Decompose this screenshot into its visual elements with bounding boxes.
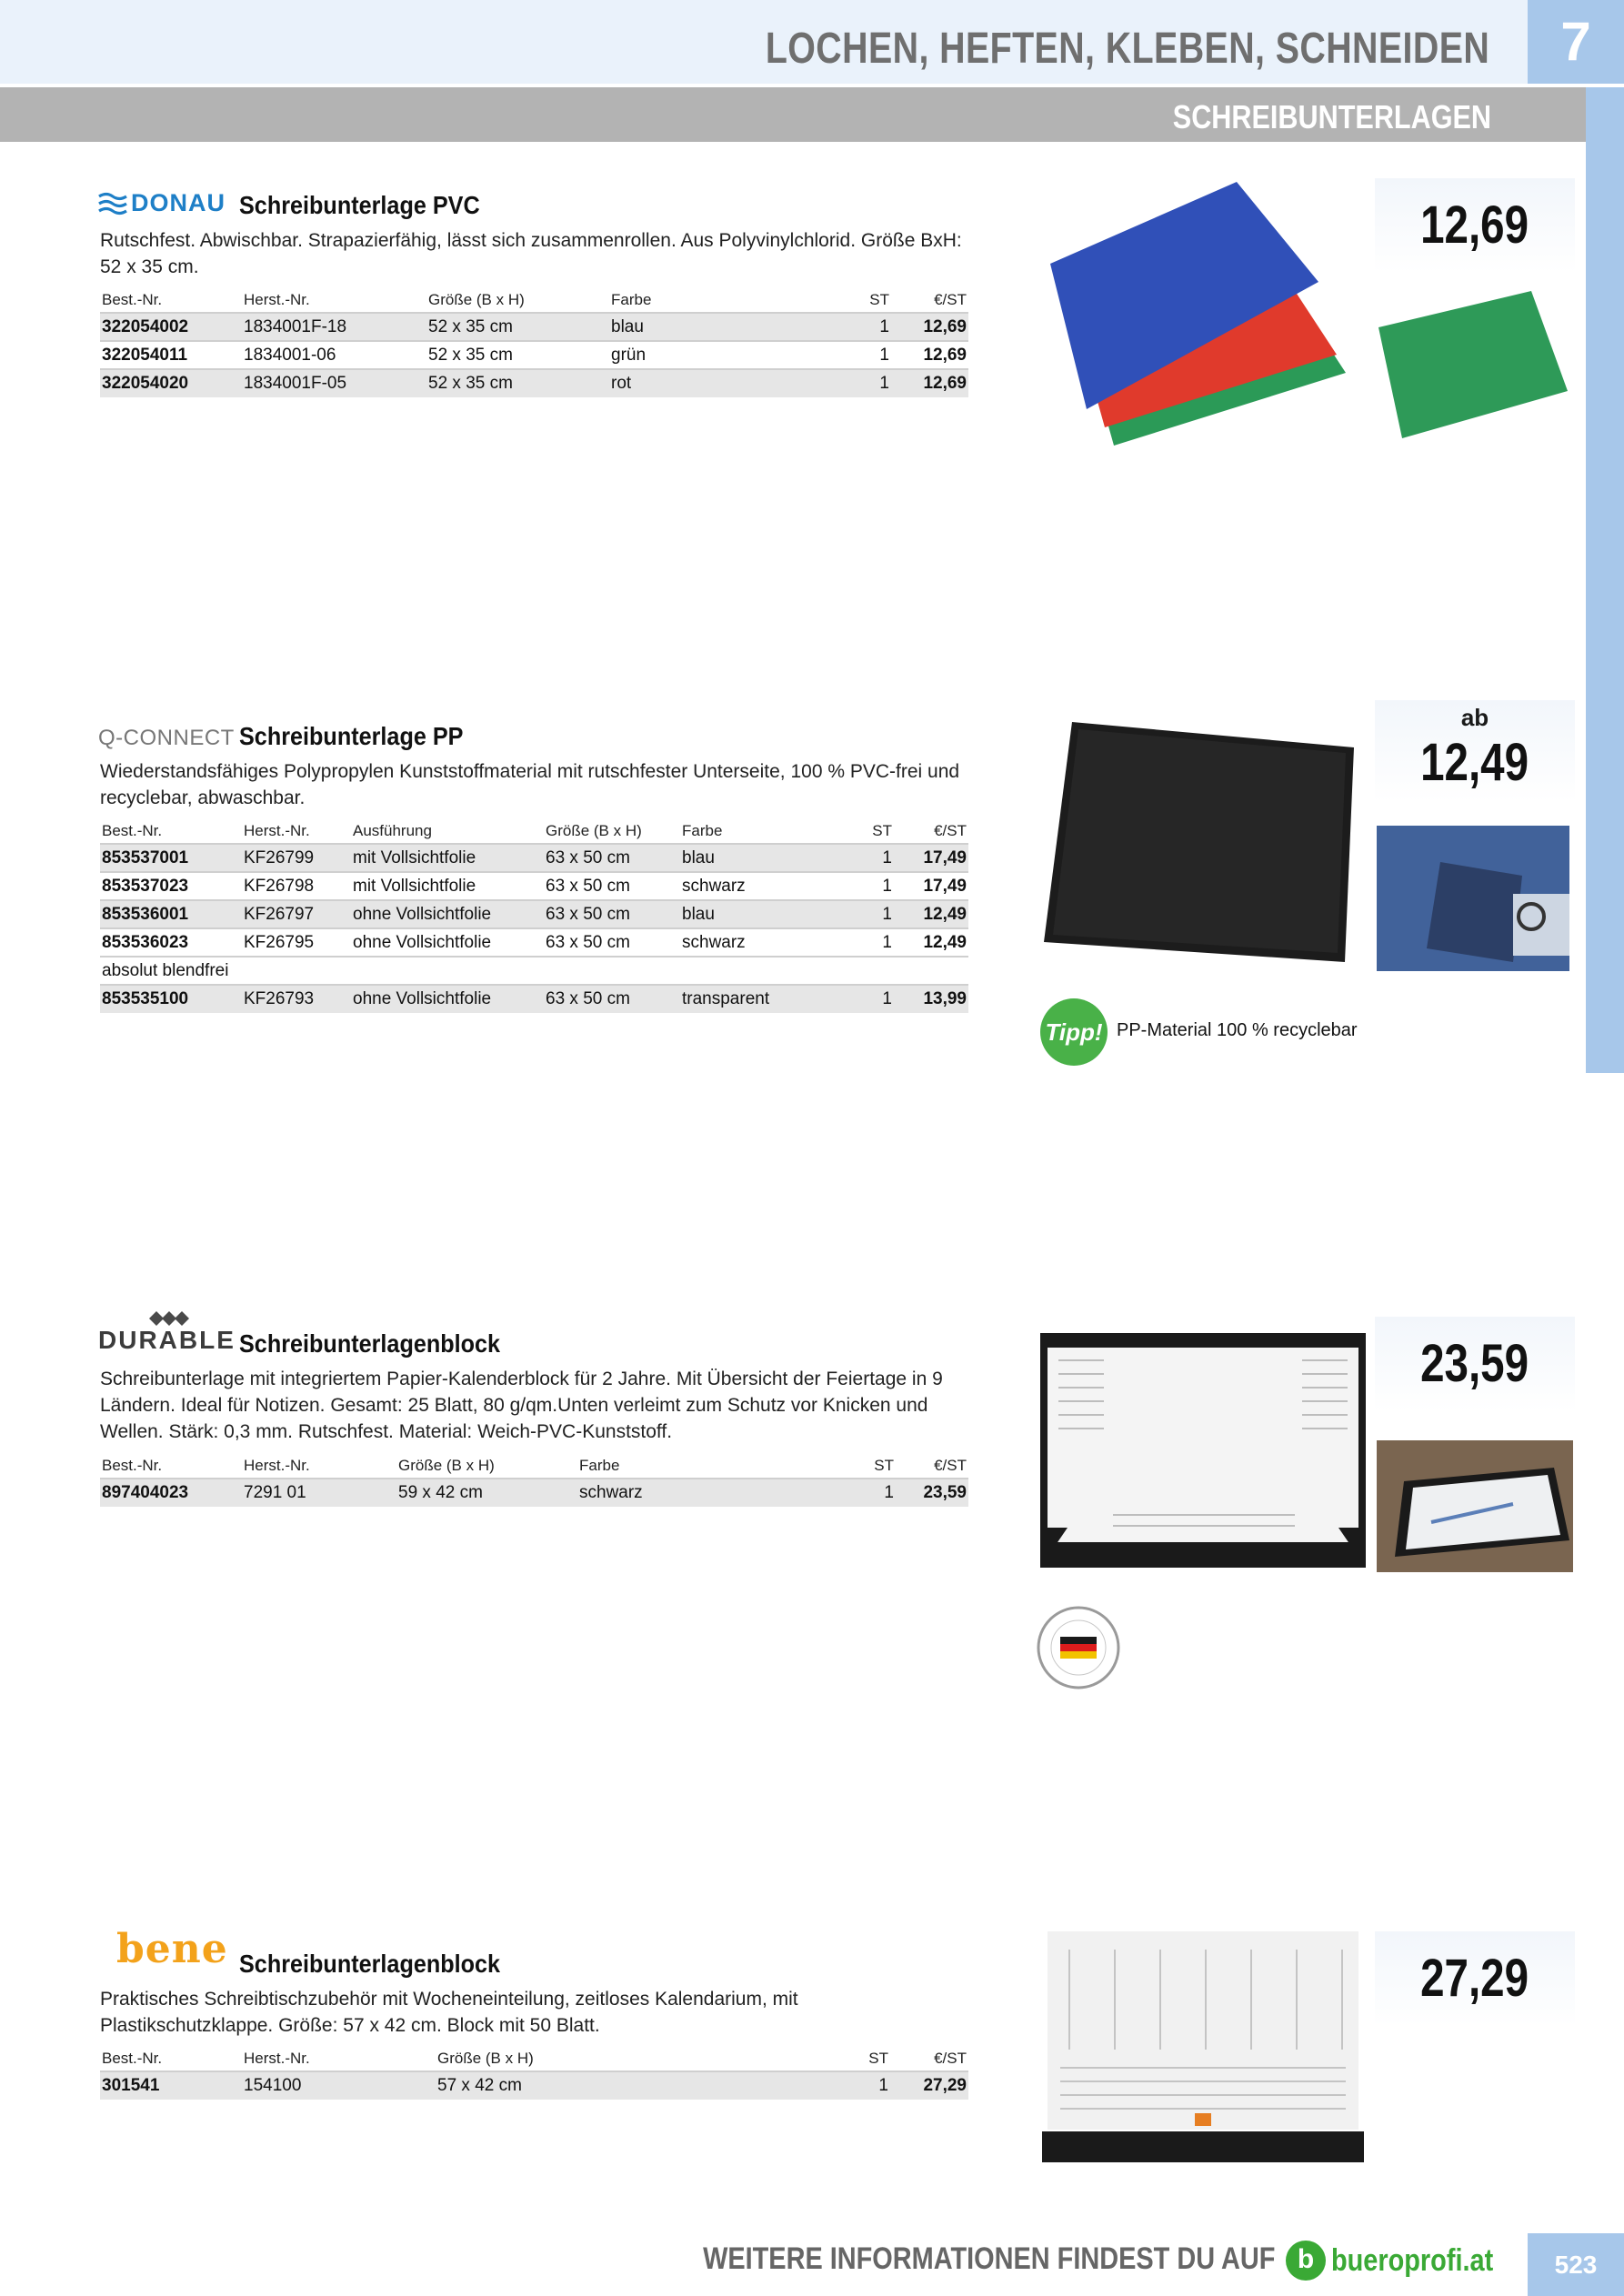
quantity: 1 [826, 928, 894, 957]
table-row[interactable] [100, 900, 968, 928]
manufacturer-number: KF26799 [242, 844, 351, 872]
price-box-pp [1375, 700, 1575, 802]
col-header: €/ST [934, 290, 967, 308]
footer-info-text: WEITERE INFORMATIONEN FINDEST DU AUF [702, 2241, 1275, 2276]
manufacturer-number: KF26793 [242, 985, 351, 1013]
col-header: Best.-Nr. [102, 821, 163, 839]
brand-logo-donau [98, 189, 226, 217]
order-number: 301541 [100, 2071, 242, 2100]
unit-price: 12,49 [894, 900, 968, 928]
quantity: 1 [814, 1479, 896, 1507]
col-header: ST [872, 821, 892, 839]
table-row[interactable] [100, 1479, 968, 1507]
order-number: 897404023 [100, 1479, 242, 1507]
product-image-pvc-stack [1046, 173, 1355, 455]
side-stripe [1586, 87, 1624, 1073]
col-header: Herst.-Nr. [244, 1456, 310, 1474]
footer-site-link[interactable]: bueroprofi.at [1331, 2242, 1494, 2278]
col-header: Größe (B x H) [398, 1456, 495, 1474]
quantity: 1 [791, 313, 891, 341]
chapter-title: LOCHEN, HEFTEN, KLEBEN, SCHNEIDEN [765, 25, 1489, 73]
col-header: Herst.-Nr. [244, 290, 310, 308]
unit-price: 12,49 [894, 928, 968, 957]
size: 57 x 42 cm [436, 2071, 781, 2100]
color: schwarz [577, 1479, 814, 1507]
order-number: 853535100 [100, 985, 242, 1013]
product-title-durable: Schreibunterlagenblock [239, 1329, 501, 1358]
manufacturer-number: KF26798 [242, 872, 351, 900]
order-number: 853536023 [100, 928, 242, 957]
table-row[interactable] [100, 985, 968, 1013]
unit-price: 12,69 [891, 313, 968, 341]
size: 63 x 50 cm [544, 844, 680, 872]
order-number: 322054020 [100, 369, 242, 397]
unit-price: 17,49 [894, 872, 968, 900]
price-pp: 12,49 [1420, 733, 1529, 792]
color: schwarz [680, 928, 826, 957]
variant: ohne Vollsichtfolie [351, 928, 544, 957]
product-description-pp: Wiederstandsfähiges Polypropylen Kunststoffmaterial mit rutschfester Unterseite, 100 % PVC-frei und recyclebar, abwaschbar. [100, 761, 960, 808]
price-box-pvc [1375, 178, 1575, 273]
table-row[interactable] [100, 369, 968, 397]
brand-logo-bene [116, 1926, 228, 1972]
bueroprofi-logo-icon: b [1286, 2241, 1326, 2281]
variant: mit Vollsichtfolie [351, 872, 544, 900]
brand-logo-qconnect [98, 726, 235, 751]
color: blau [680, 844, 826, 872]
manufacturer-number: KF26797 [242, 900, 351, 928]
size: 63 x 50 cm [544, 985, 680, 1013]
unit-price: 23,59 [896, 1479, 968, 1507]
order-number: 853537001 [100, 844, 242, 872]
quantity: 1 [791, 369, 891, 397]
price-box-durable [1375, 1317, 1575, 1411]
col-header: Größe (B x H) [428, 290, 525, 308]
manufacturer-number: 1834001F-18 [242, 313, 426, 341]
manufacturer-number: 1834001F-05 [242, 369, 426, 397]
page-number: 523 [1528, 2233, 1624, 2296]
quantity: 1 [791, 341, 891, 369]
col-header: €/ST [934, 1456, 967, 1474]
quantity: 1 [826, 985, 894, 1013]
order-number: 322054011 [100, 341, 242, 369]
order-number: 853536001 [100, 900, 242, 928]
product-table-pvc [100, 287, 968, 397]
col-header: Farbe [611, 290, 652, 308]
price-durable: 23,59 [1420, 1334, 1529, 1393]
color: schwarz [680, 872, 826, 900]
made-in-germany-seal [1035, 1604, 1122, 1691]
footer-logo[interactable] [1286, 2239, 1522, 2282]
variant: ohne Vollsichtfolie [351, 900, 544, 928]
quantity: 1 [826, 844, 894, 872]
color: grün [609, 341, 791, 369]
brand-name-qconnect: Q-CONNECT [98, 726, 235, 750]
product-title-pp: Schreibunterlage PP [239, 722, 464, 750]
product-image-durable-desk [1377, 1440, 1573, 1572]
brand-name-durable: DURABLE [98, 1326, 236, 1354]
col-header: Best.-Nr. [102, 290, 163, 308]
durable-diamonds-icon [147, 1309, 202, 1328]
order-number: 853537023 [100, 872, 242, 900]
tip-text: PP-Material 100 % recyclebar [1117, 1020, 1358, 1040]
manufacturer-number: KF26795 [242, 928, 351, 957]
table-header-row [100, 1453, 968, 1479]
col-header: Ausführung [353, 821, 432, 839]
price-prefix-pp: ab [1460, 704, 1489, 731]
table-row[interactable] [100, 313, 968, 341]
unit-price: 17,49 [894, 844, 968, 872]
col-header: ST [874, 1456, 894, 1474]
variant: mit Vollsichtfolie [351, 844, 544, 872]
product-table-durable [100, 1453, 968, 1507]
col-header: €/ST [934, 2049, 967, 2067]
table-header-row [100, 818, 968, 844]
unit-price: 12,69 [891, 369, 968, 397]
col-header: Größe (B x H) [546, 821, 642, 839]
price-bene: 27,29 [1420, 1949, 1529, 2008]
order-number: 322054002 [100, 313, 242, 341]
subgroup-label: absolut blendfrei [100, 957, 968, 985]
product-table-pp [100, 818, 968, 1013]
product-description-pvc: Rutschfest. Abwischbar. Strapazierfähig, lässt sich zusammenrollen. Aus Polyvinylchlorid. Größe BxH: 52 x 35 cm. [100, 230, 962, 277]
color: rot [609, 369, 791, 397]
table-row[interactable] [100, 2071, 968, 2100]
brand-name-donau: DONAU [131, 189, 226, 216]
product-image-durable-pad [1040, 1333, 1366, 1568]
table-row[interactable] [100, 844, 968, 872]
chapter-number: 7 [1528, 0, 1624, 84]
unit-price: 13,99 [894, 985, 968, 1013]
col-header: €/ST [934, 821, 967, 839]
product-table-bene [100, 2046, 968, 2100]
col-header: Best.-Nr. [102, 1456, 163, 1474]
color: blau [680, 900, 826, 928]
tip-badge: Tipp! [1040, 998, 1108, 1066]
table-subgroup-row [100, 957, 968, 985]
quantity: 1 [826, 900, 894, 928]
size: 52 x 35 cm [426, 369, 609, 397]
unit-price: 27,29 [890, 2071, 968, 2100]
table-header-row [100, 287, 968, 313]
product-image-pp-blue [1377, 826, 1569, 971]
col-header: ST [869, 290, 889, 308]
col-header: ST [868, 2049, 888, 2067]
table-row[interactable] [100, 928, 968, 957]
quantity: 1 [826, 872, 894, 900]
quantity: 1 [781, 2071, 890, 2100]
size: 63 x 50 cm [544, 928, 680, 957]
col-header: Farbe [579, 1456, 620, 1474]
product-image-pp-black [1040, 718, 1358, 964]
price-box-bene [1375, 1931, 1575, 2026]
product-image-pvc-green [1375, 284, 1570, 443]
section-title: SCHREIBUNTERLAGEN [1172, 98, 1491, 135]
size: 52 x 35 cm [426, 341, 609, 369]
manufacturer-number: 154100 [242, 2071, 436, 2100]
col-header: Best.-Nr. [102, 2049, 163, 2067]
product-image-bene-pad [1042, 1931, 1364, 2162]
size: 63 x 50 cm [544, 900, 680, 928]
product-title-pvc: Schreibunterlage PVC [239, 191, 480, 219]
brand-name-bene: bene [116, 1926, 228, 1972]
color: blau [609, 313, 791, 341]
table-row[interactable] [100, 341, 968, 369]
price-pvc: 12,69 [1420, 196, 1529, 255]
col-header: Herst.-Nr. [244, 821, 310, 839]
donau-waves-icon [98, 192, 127, 216]
table-row[interactable] [100, 872, 968, 900]
col-header: Farbe [682, 821, 723, 839]
product-title-bene: Schreibunterlagenblock [239, 1950, 501, 1978]
size: 63 x 50 cm [544, 872, 680, 900]
variant: ohne Vollsichtfolie [351, 985, 544, 1013]
size: 59 x 42 cm [396, 1479, 577, 1507]
product-description-bene: Praktisches Schreibtischzubehör mit Wocheneinteilung, zeitloses Kalendarium, mit Plastikschutzklappe. Größe: 57 x 42 cm. Block mit 50 Blatt. [100, 1989, 798, 2036]
col-header: Herst.-Nr. [244, 2049, 310, 2067]
table-header-row [100, 2046, 968, 2071]
product-description-durable: Schreibunterlage mit integriertem Papier-Kalenderblock für 2 Jahre. Mit Übersicht der Feiertage in 9 Ländern. Ideal für Notizen. Gesamt: 25 Blatt, 80 g/qm.Unten verleimt zum Schutz vor Knicken und Wellen. Stärk: 0,3 mm. Rutschfest. Material: Weich-PVC-Kunststoff. [100, 1369, 943, 1442]
unit-price: 12,69 [891, 341, 968, 369]
size: 52 x 35 cm [426, 313, 609, 341]
color: transparent [680, 985, 826, 1013]
manufacturer-number: 7291 01 [242, 1479, 396, 1507]
manufacturer-number: 1834001-06 [242, 341, 426, 369]
col-header: Größe (B x H) [437, 2049, 534, 2067]
